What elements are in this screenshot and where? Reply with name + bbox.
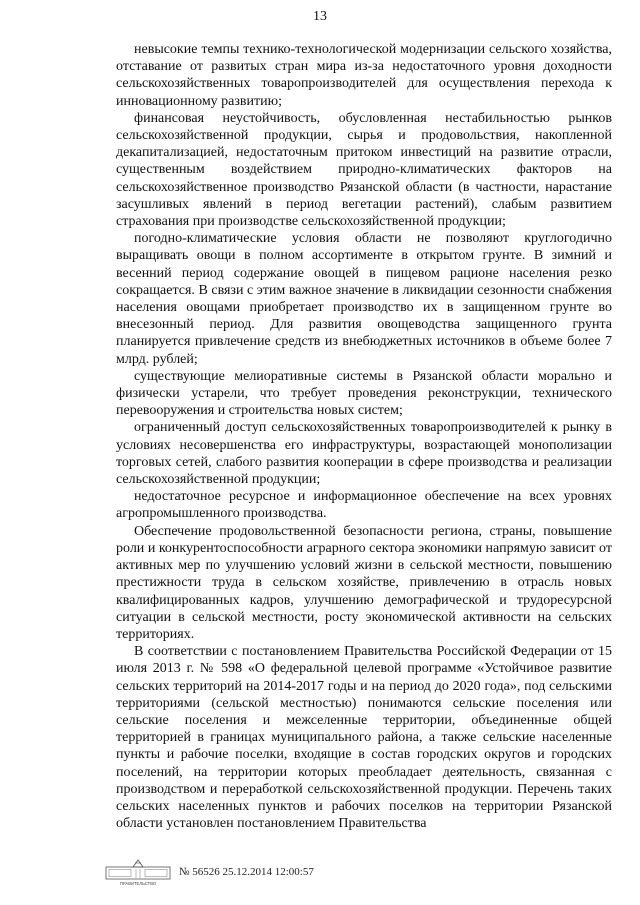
- paragraph-8: В соответствии с постановлением Правительства Российской Федерации от 15 июля 2013 г. № 598 «О федеральной целевой программе «Устойчивое развитие сельских территорий на 2014-2017 годы и на период до 2020 года», под сельскими территориями (сельской местностью) понимаются сельские поселения или сельские поселения и межселенные территории, объединенные общей территорией в границах муниципального района, а также сельские населенные пункты и рабочие поселки, входящие в состав городских округов и городских поселений, на территории которых преобладает деятельность, связанная с производством и переработкой сельскохозяйственной продукции. Перечень таких сельских населенных пунктов и рабочих поселков на территории Рязанской области установлен постановлением Правительства: [116, 644, 612, 832]
- paragraph-5: ограниченный доступ сельскохозяйственных товаропроизводителей к рынку в условиях несовершенства его инфраструктуры, возрастающей монополизации торговых сетей, слабого развития кооперации в сфере производства и реализации сельскохозяйственной продукции;: [116, 420, 612, 488]
- svg-text:ПРАВИТЕЛЬСТВО: ПРАВИТЕЛЬСТВО: [119, 881, 157, 886]
- paragraph-2: финансовая неустойчивость, обусловленная нестабильностью рынков сельскохозяйственной продукции, сырья и продовольствия, накопленной декапитализацией, недостаточным притоком инвестиций на развитие отрасли, существенным воздействием природно-климатических факторов на сельскохозяйственное производство Рязанской области (в частности, нарастание засушливых явлений в период вегетации растений), слабым развитием страхования при производстве сельскохозяйственной продукции;: [116, 110, 612, 230]
- paragraph-7: Обеспечение продовольственной безопасности региона, страны, повышение роли и конкурентоспособности аграрного сектора экономики напрямую зависит от активных мер по улучшению условий жизни в сельской местности, повышению престижности труда в сельском хозяйстве, привлечению в отрасль новых квалифицированных кадров, улучшению демографической и трудоресурсной ситуации в сельской местности, росту экономической активности на сельских территориях.: [116, 523, 612, 642]
- paragraph-1: невысокие темпы технико-технологической модернизации сельского хозяйства, отставание от развитых стран мира из-за недостаточного уровня доходности сельскохозяйственных товаропроизводителей для осуществления перехода к инновационному развитию;: [116, 42, 612, 109]
- paragraph-4: существующие мелиоративные системы в Рязанской области морально и физически устарели, что требует проведения реконструкции, технического перевооружения и строительства новых систем;: [116, 368, 612, 419]
- footer-stamp: [105, 857, 425, 887]
- paragraph-6: недостаточное ресурсное и информационное обеспечение на всех уровнях агропромышленного производства.: [116, 489, 612, 522]
- page-number: 13: [313, 9, 327, 24]
- registry-stamp-logo: [105, 857, 171, 887]
- document-body: [116, 41, 612, 832]
- paragraph-3: погодно-климатические условия области не позволяют круглогодично выращивать овощи в полном ассортименте в открытом грунте. В зимний и весенний период содержание овощей в пищевом рационе населения резко сокращается. В связи с этим важное значение в ликвидации сезонности снабжения населения овощами приобретает производство их в защищенном грунте во внесезонный период. Для развития овощеводства защищенного грунта планируется привлечение средств из внебюджетных источников в объеме более 7 млрд. рублей;: [116, 231, 612, 367]
- document-registration-stamp: № 56526 25.12.2014 12:00:57: [179, 866, 314, 878]
